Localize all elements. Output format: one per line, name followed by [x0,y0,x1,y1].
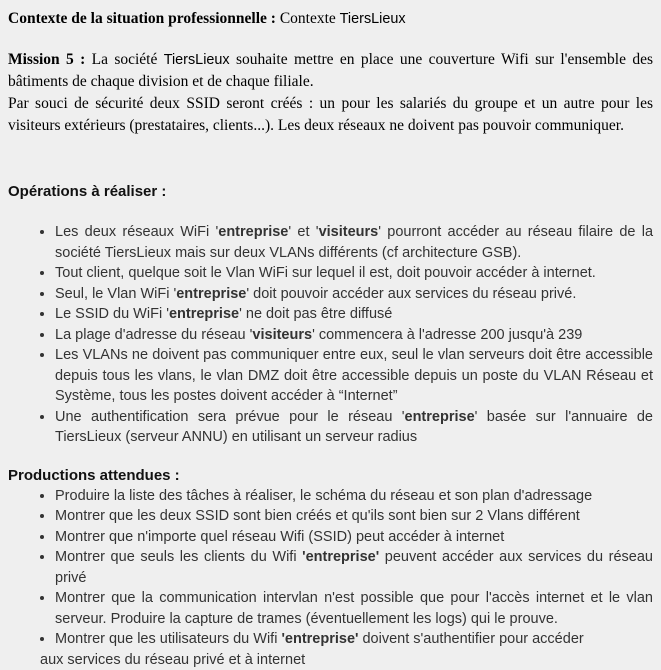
text-run: Les VLANs ne doivent pas communiquer entre eux, seul le vlan serveurs doit être accessible depuis tous les vlans, le vlan DMZ doit être accessible depuis un poste du VLAN Réseau et Système, tous les postes doivent accéder à “Internet” [55,347,653,404]
text-run: Les deux réseaux WiFi ' [55,224,218,240]
bullet-item [55,506,653,527]
text-run: visiteurs [319,224,379,240]
bullet-item [55,588,653,629]
text-run: Montrer que n'importe quel réseau Wifi (SSID) peut accéder à internet [55,529,504,545]
text-run: La plage d'adresse du réseau ' [55,327,252,343]
bullet-item [55,325,653,346]
text-run: 'entreprise' [302,549,379,565]
bullet-line [55,629,653,650]
bullet-item [55,407,653,448]
text-run: entreprise [176,286,246,302]
bullet-item [55,222,653,263]
mission-block [8,49,653,137]
security-paragraph [8,93,653,137]
text-run: visiteurs [252,327,312,343]
text-run: Tout client, quelque soit le Vlan WiFi sur lequel il est, doit pouvoir accéder à internet. [55,265,596,281]
bullet-item [55,486,653,507]
text-run: peuvent accéder aux services du réseau privé [55,549,653,586]
text-run: Par souci de sécurité deux SSID seront créés : un pour les salariés du groupe et un autre pour les visiteurs extérieurs (prestataires, clients...). Les deux réseaux ne doivent pas pouvoir communiquer. [8,95,653,134]
text-run: Produire la liste des tâches à réaliser, le schéma du réseau et son plan d'adressage [55,488,592,504]
text-run: Montrer que les utilisateurs du Wifi [55,631,281,647]
operations-heading: Opérations à réaliser : [8,182,653,202]
text-run: ' ne doit pas être diffusé [239,306,392,322]
bullet-item [55,345,653,407]
text-run: 'entreprise' [281,631,358,647]
text-run: Le SSID du WiFi ' [55,306,169,322]
text-run: entreprise [405,409,475,425]
productions-heading: Productions attendues : [8,466,653,486]
text-run: Montrer que la communication intervlan n'est possible que pour l'accès internet et le vlan serveur. Produire la capture de trames (éventuellement les logs) qui le prouve. [55,590,653,627]
bullet-item [55,263,653,284]
text-run: ' basée sur l'annuaire de TiersLieux (serveur ANNU) en utilisant un serveur radius [55,409,653,446]
text-run: ' et ' [288,224,318,240]
text-run: TiersLieux [164,52,230,68]
text-run: Seul, le Vlan WiFi ' [55,286,176,302]
bullet-item [55,304,653,325]
text-run: TiersLieux [340,11,406,27]
document [8,8,653,670]
text-run: Une authentification sera prévue pour le réseau ' [55,409,405,425]
text-run: ' commencera à l'adresse 200 jusqu'à 239 [312,327,582,343]
text-run: Contexte de la situation professionnelle : [8,10,280,27]
mission-paragraph [8,49,653,93]
document-title [8,8,653,30]
text-run: entreprise [218,224,288,240]
text-run: aux services du réseau privé et à internet [40,652,305,668]
bullet-item [55,527,653,548]
productions-list [8,486,653,670]
bullet-item [55,629,653,670]
text-run: Contexte [280,10,340,27]
text-run: Montrer que seuls les clients du Wifi [55,549,302,565]
bullet-line [40,650,653,670]
text-run: Mission 5 : [8,51,92,68]
text-run: souhaite mettre en place une couverture Wifi sur l'ensemble des bâtiments de chaque division et de chaque filiale. [8,51,653,90]
text-run: ' pourront accéder au réseau filaire de la société TiersLieux mais sur deux VLANs différents (cf architecture GSB). [55,224,653,261]
text-run: doivent s'authentifier pour accéder [358,631,583,647]
text-run: Montrer que les deux SSID sont bien créés et qu'ils sont bien sur 2 Vlans différent [55,508,580,524]
text-run: La société [92,51,164,68]
operations-list [8,222,653,448]
text-run: ' doit pouvoir accéder aux services du réseau privé. [246,286,576,302]
text-run: entreprise [169,306,239,322]
bullet-item [55,547,653,588]
bullet-item [55,284,653,305]
